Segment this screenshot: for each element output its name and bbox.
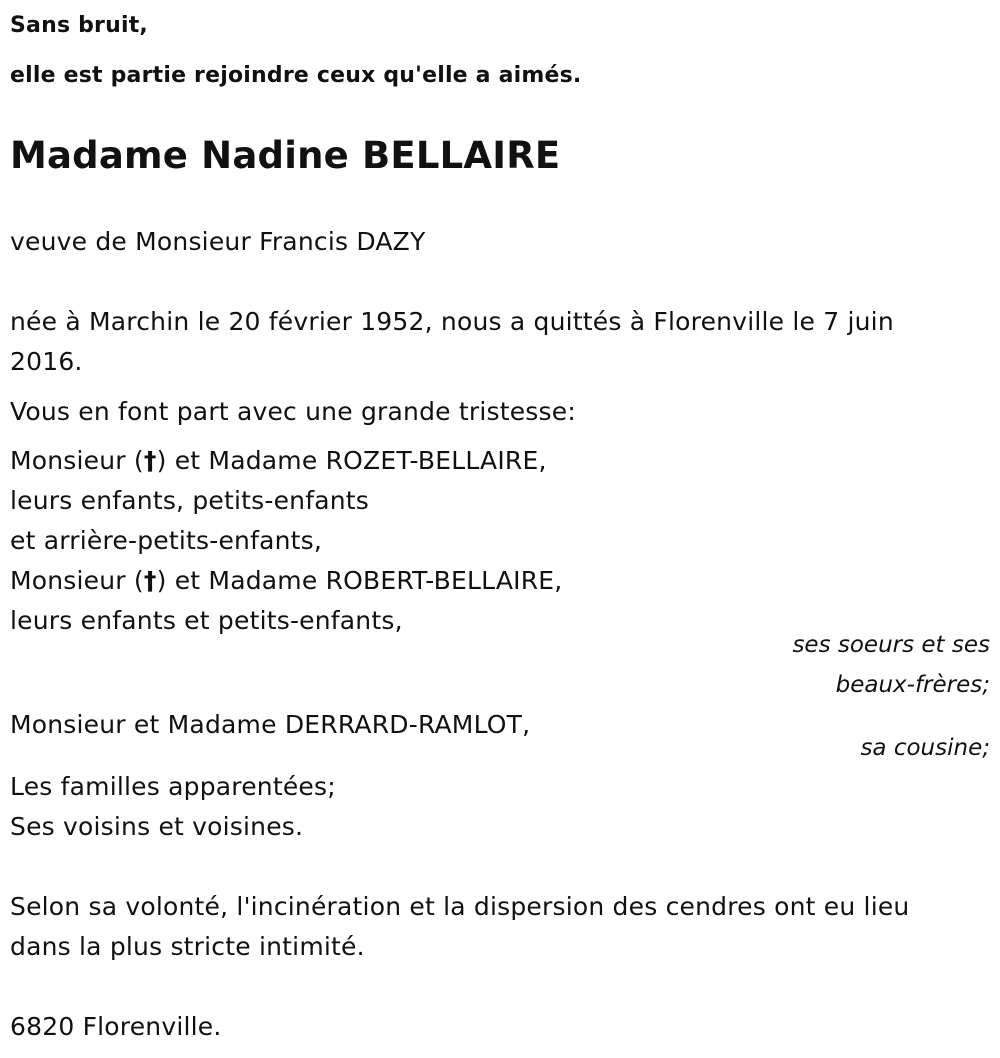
birth-death-line-2: 2016.: [10, 347, 83, 376]
family-line-1-pre: Monsieur (: [10, 446, 144, 475]
cross-icon: †: [143, 566, 157, 595]
deceased-name: Madame Nadine BELLAIRE: [10, 134, 561, 177]
role-sisters-line-2: beaux-frères;: [835, 672, 990, 698]
family-line-6: Monsieur et Madame DERRARD-RAMLOT,: [10, 710, 531, 739]
intro-line-1: Sans bruit,: [10, 13, 148, 38]
widow-line: veuve de Monsieur Francis DAZY: [10, 227, 426, 256]
birth-death-line-1: née à Marchin le 20 février 1952, nous a quittés à Florenville le 7 juin: [10, 307, 894, 336]
family-line-7: Les familles apparentées;: [10, 772, 336, 801]
family-line-1-post: ) et Madame ROZET-BELLAIRE,: [156, 446, 547, 475]
family-line-2: leurs enfants, petits-enfants: [10, 486, 369, 515]
role-cousin: sa cousine;: [860, 735, 990, 761]
family-line-8: Ses voisins et voisines.: [10, 812, 304, 841]
family-line-3: et arrière-petits-enfants,: [10, 526, 323, 555]
family-line-5: leurs enfants et petits-enfants,: [10, 606, 403, 635]
ceremony-line-1: Selon sa volonté, l'incinération et la dispersion des cendres ont eu lieu: [10, 892, 910, 921]
ceremony-line-2: dans la plus stricte intimité.: [10, 932, 365, 961]
announcement: Vous en font part avec une grande tristesse:: [10, 397, 576, 426]
intro-line-2: elle est partie rejoindre ceux qu'elle a aimés.: [10, 63, 582, 88]
family-line-1: [10, 441, 547, 481]
role-sisters-line-1: ses soeurs et ses: [792, 632, 990, 658]
cross-icon: †: [143, 446, 157, 475]
family-line-4-post: ) et Madame ROBERT-BELLAIRE,: [156, 566, 563, 595]
family-line-4: [10, 561, 562, 601]
family-line-4-pre: Monsieur (: [10, 566, 144, 595]
address: 6820 Florenville.: [10, 1012, 222, 1041]
